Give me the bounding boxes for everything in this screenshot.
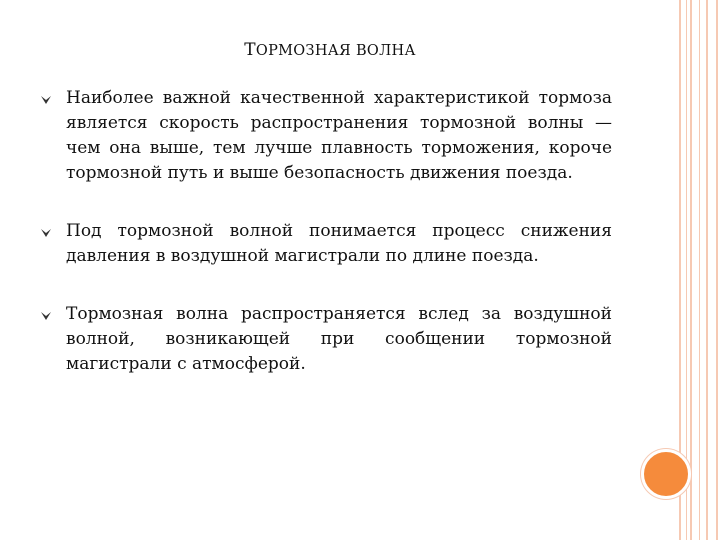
edge-decoration-line: [716, 0, 718, 540]
edge-decoration-line: [690, 0, 692, 540]
bullet-item: [40, 219, 612, 269]
checkmark-bullet-icon: [40, 311, 52, 321]
checkmark-bullet-icon: [40, 228, 52, 238]
checkmark-bullet-icon: [40, 95, 52, 105]
bullet-item: [40, 86, 612, 186]
bullet-text: Наиболее важной качественной характеристикой тормоза является скорость распространения тормозной волны — чем она выше, тем лучше плавность торможения, короче тормозной путь и выше безопасность движения поезда.: [66, 88, 612, 183]
bullet-text: Тормозная волна распространяется вслед за воздушной волной, возникающей при сообщении тормозной магистрали с атмосферой.: [66, 304, 612, 374]
bullet-list: [40, 86, 612, 410]
slide-title-first-letter: Т: [244, 40, 256, 60]
slide-title-rest: ОРМОЗНАЯ ВОЛНА: [255, 43, 416, 59]
bullet-item: [40, 302, 612, 377]
bullet-text: Под тормозной волной понимается процесс снижения давления в воздушной магистрали по длине поезда.: [66, 221, 612, 266]
slide-title: [0, 40, 660, 60]
edge-decoration-line: [699, 0, 700, 540]
edge-decoration-line: [706, 0, 708, 540]
orange-circle-decoration: [641, 449, 691, 499]
